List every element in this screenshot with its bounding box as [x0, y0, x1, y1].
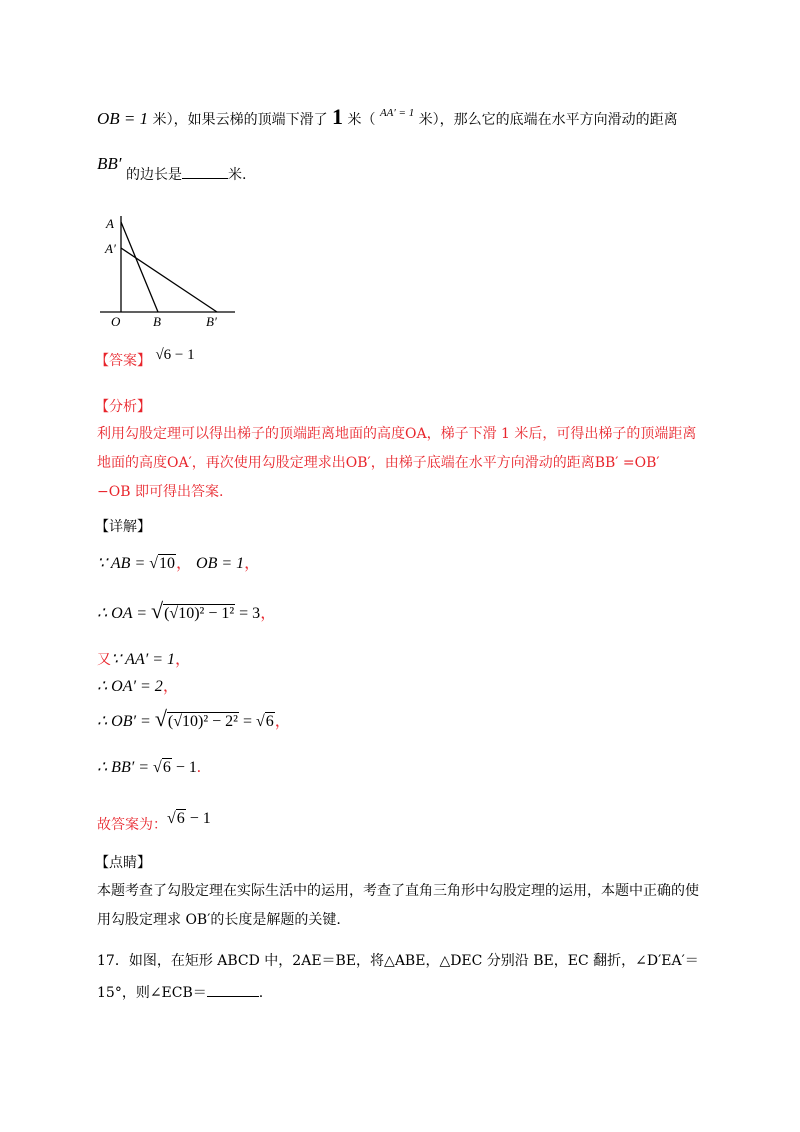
label-b-prime: B′	[206, 314, 217, 329]
label-b: B	[153, 314, 161, 329]
comment-label: 【点睛】	[95, 855, 151, 871]
analysis-label: 【分析】	[95, 399, 151, 415]
ob-expression: OB = 1	[97, 109, 149, 128]
detail-step6: ∴ BB′ = √6 − 1.	[97, 759, 201, 776]
answer-label: 【答案】	[95, 353, 151, 369]
ladder-a-prime-b-prime	[121, 248, 217, 312]
answer-value: √6 − 1	[155, 347, 195, 363]
ladder-figure	[100, 210, 240, 330]
analysis-text: 利用勾股定理可以得出梯子的顶端距离地面的高度OA，梯子下滑 1 米后，可得出梯子的顶端距离 地面的高度OA′，再次使用勾股定理求出OB′，由梯子底端在水平方向滑动的距离BB′ =OB′ −OB 即可得出答案.	[97, 426, 697, 500]
answer-blank	[182, 164, 228, 179]
problem16-line2: BB′ 的边长是 米.	[97, 154, 247, 183]
ladder-ab	[121, 222, 158, 312]
label-a-prime: A′	[105, 241, 116, 256]
label-o: O	[111, 314, 121, 329]
comment-text: 本题考查了勾股定理在实际生活中的运用，考查了直角三角形中勾股定理的运用，本题中正确的使 用勾股定理求 OB′的长度是解题的关键.	[97, 883, 699, 928]
problem17: 17．如图，在矩形 ABCD 中，2AE＝BE，将△ABE，△DEC 分别沿 BE，EC 翻折，∠D′EA′＝ 15°，则∠ECB＝ .	[97, 953, 699, 1001]
bb-expression: BB′	[97, 154, 122, 173]
label-a: A	[106, 216, 114, 231]
problem16-line1: OB = 1 米），如果云梯的顶端下滑了 1 米（ $^{AA' = 1}$ 米），那么它的底端在水平方向滑动的距离	[97, 104, 678, 129]
detail-step1: ∵ AB = √10， OB = 1，	[97, 555, 261, 572]
answer-row	[95, 347, 195, 370]
final-answer: 故答案为：√6 − 1	[97, 810, 211, 833]
problem17-answer-blank	[207, 982, 259, 997]
detail-step3: 又∵ AA′ = 1，	[97, 651, 192, 668]
detail-step5: ∴ OB′ = √(√10)² − 2² = √6，	[97, 706, 291, 731]
detail-label: 【详解】	[95, 519, 151, 535]
detail-step4: ∴ OA′ = 2，	[97, 678, 179, 695]
detail-step2: ∴ OA = √(√10)² − 1² = 3，	[97, 598, 277, 623]
aa-expression: AA′ = 1	[379, 107, 415, 119]
